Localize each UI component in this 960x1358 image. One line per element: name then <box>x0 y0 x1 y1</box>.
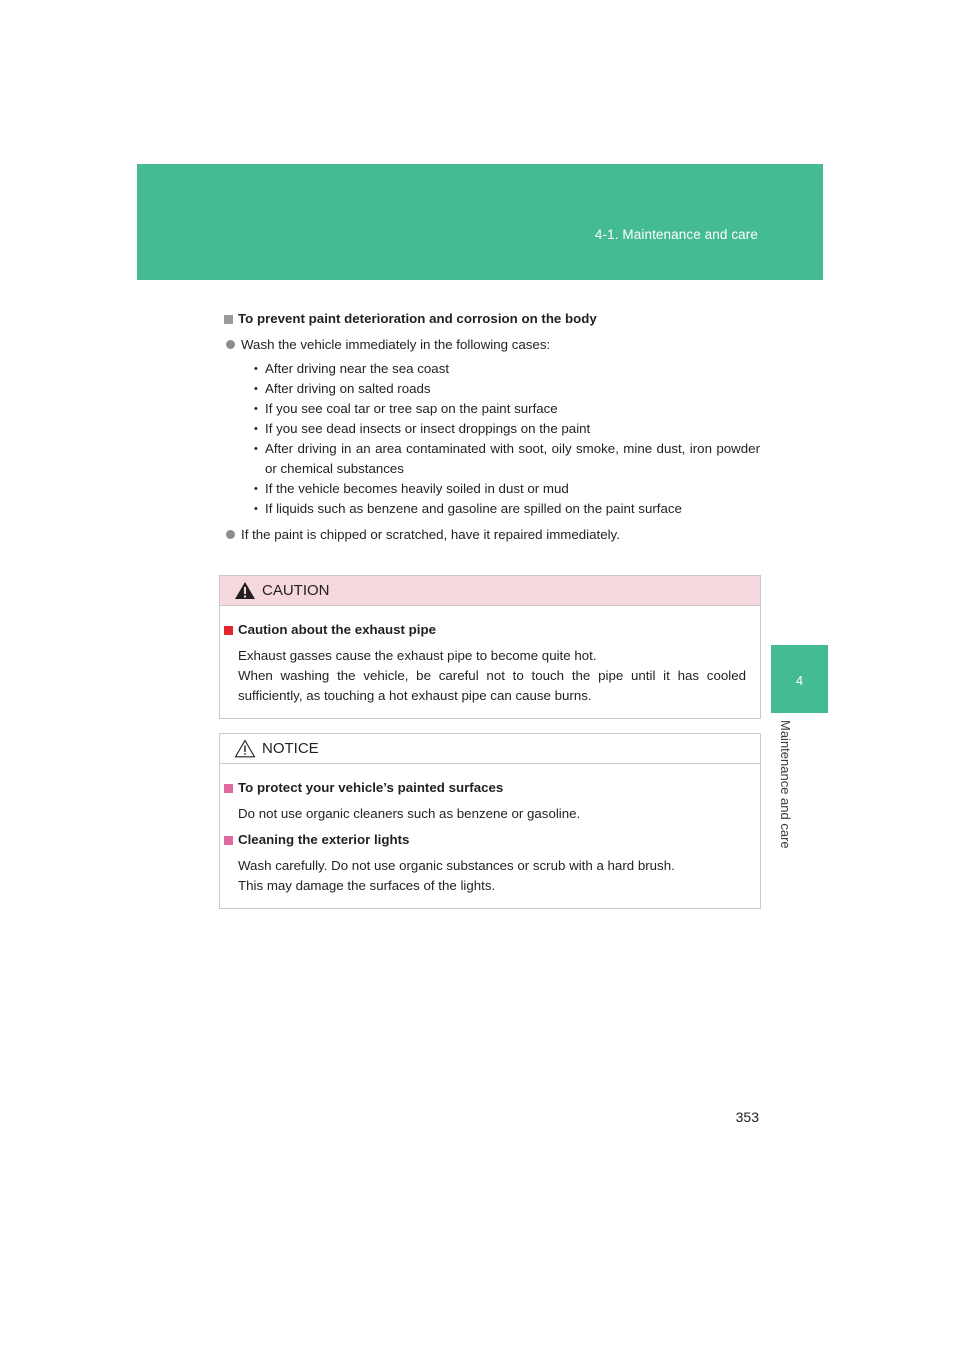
caution-box <box>219 575 761 719</box>
list-item: • After driving near the sea coast <box>254 359 760 379</box>
chapter-label-text: Maintenance and care <box>778 720 793 849</box>
chapter-number: 4 <box>795 673 804 688</box>
bullet-item <box>224 525 760 545</box>
list-item: • After driving in an area contaminated with soot, oily smoke, mine dust, iron powder or chemical substances <box>254 439 760 479</box>
main-content <box>224 309 760 545</box>
notice-title: NOTICE <box>262 740 319 757</box>
cases-list <box>224 359 760 519</box>
list-item: • If the vehicle becomes heavily soiled in dust or mud <box>254 479 760 499</box>
notice-heading <box>224 830 746 850</box>
page-number: 353 <box>735 1109 759 1125</box>
notice-line: This may damage the surfaces of the lights. <box>238 878 496 893</box>
caution-text <box>224 646 746 706</box>
section-heading <box>224 309 760 329</box>
chapter-label <box>768 720 808 870</box>
list-item: • After driving on salted roads <box>254 379 760 399</box>
section-heading-text: To prevent paint deterioration and corrosion on the body <box>238 311 597 326</box>
circle-bullet-icon <box>226 530 235 539</box>
notice-heading-text: To protect your vehicle’s painted surfaces <box>238 780 504 795</box>
square-bullet-icon <box>224 315 233 324</box>
bullet-text: Wash the vehicle immediately in the following cases: <box>241 337 551 352</box>
notice-text <box>224 856 746 896</box>
header-band <box>137 164 823 280</box>
caution-heading <box>224 620 746 640</box>
section-title: 4-1. Maintenance and care <box>594 227 758 242</box>
caution-header <box>220 576 760 606</box>
circle-bullet-icon <box>226 340 235 349</box>
caution-heading-text: Caution about the exhaust pipe <box>238 622 436 637</box>
notice-line: Do not use organic cleaners such as benzene or gasoline. <box>238 806 581 821</box>
square-bullet-icon <box>224 626 233 635</box>
notice-heading-text: Cleaning the exterior lights <box>238 832 410 847</box>
notice-heading <box>224 778 746 798</box>
list-item: • If you see coal tar or tree sap on the paint surface <box>254 399 760 419</box>
bullet-text: If the paint is chipped or scratched, have it repaired immediately. <box>241 527 620 542</box>
list-item: • If you see dead insects or insect droppings on the paint <box>254 419 760 439</box>
square-bullet-icon <box>224 836 233 845</box>
caution-line: When washing the vehicle, be careful not to touch the pipe until it has cooled sufficiently, as touching a hot exhaust pipe can cause burns. <box>238 668 746 703</box>
notice-line: Wash carefully. Do not use organic substances or scrub with a hard brush. <box>238 858 675 873</box>
bullet-item <box>224 335 760 355</box>
notice-text <box>224 804 746 824</box>
caution-body <box>220 606 760 720</box>
notice-box <box>219 733 761 909</box>
warning-outline-icon <box>234 739 256 758</box>
caution-line: Exhaust gasses cause the exhaust pipe to become quite hot. <box>238 648 597 663</box>
square-bullet-icon <box>224 784 233 793</box>
caution-title: CAUTION <box>262 582 330 599</box>
warning-filled-icon <box>234 581 256 600</box>
list-item: • If liquids such as benzene and gasoline are spilled on the paint surface <box>254 499 760 519</box>
chapter-tab[interactable] <box>771 645 828 713</box>
notice-body <box>220 764 760 910</box>
notice-header <box>220 734 760 764</box>
